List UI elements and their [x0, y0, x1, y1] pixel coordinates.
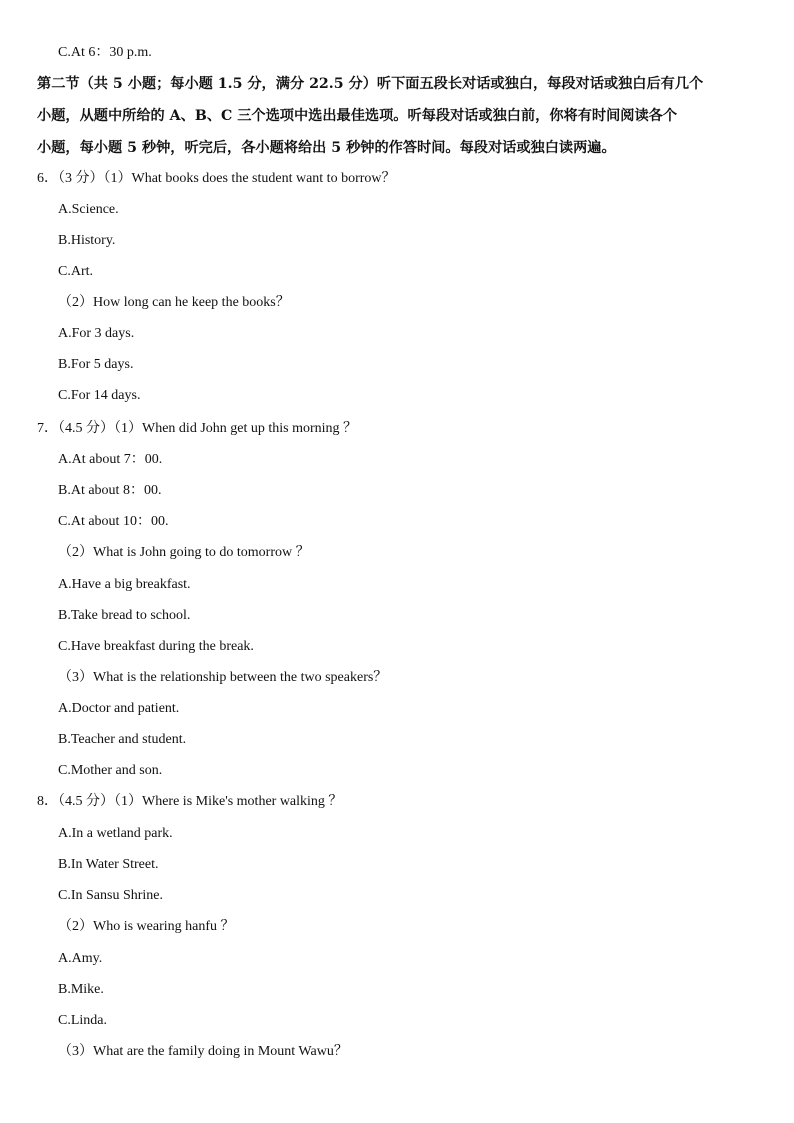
q8-2-option-a: A.Amy. [58, 951, 103, 966]
q6-1-option-a: A.Science. [58, 202, 119, 217]
q8-1-option-b: B.In Water Street. [58, 857, 159, 872]
q8-2-option-c: C.Linda. [58, 1013, 107, 1028]
question-6: 6．（3 分）（1）What books does the student want to borrow？ [37, 171, 396, 186]
q6-2-option-a: A.For 3 days. [58, 326, 135, 341]
question-6-2: （2）How long can he keep the books？ [58, 295, 290, 310]
question-7: 7．（4.5 分）（1）When did John get up this morning ？ [37, 421, 358, 436]
q8-1-option-c: C.In Sansu Shrine. [58, 888, 163, 903]
question-8-3: （3）What are the family doing in Mount Wawu？ [58, 1044, 348, 1059]
q7-2-option-a: A.Have a big breakfast. [58, 577, 191, 592]
q7-1-option-b: B.At about 8：00. [58, 483, 162, 498]
q6-2-option-c: C.For 14 days. [58, 388, 141, 403]
q7-1-option-a: A.At about 7：00. [58, 452, 163, 467]
q7-3-option-b: B.Teacher and student. [58, 732, 187, 747]
section-instructions-line-2: 小题，从题中所给的 A、B、C 三个选项中选出最佳选项。听每段对话或独白前，你将有时间阅读各个 [37, 108, 678, 124]
option-c-time: C.At 6：30 p.m. [58, 45, 152, 60]
q7-3-option-a: A.Doctor and patient. [58, 701, 180, 716]
q6-1-option-b: B.History. [58, 233, 116, 248]
question-7-3: （3）What is the relationship between the two speakers？ [58, 670, 388, 685]
q8-1-option-a: A.In a wetland park. [58, 826, 173, 841]
question-8-2: （2）Who is wearing hanfu ？ [58, 919, 235, 934]
q6-1-option-c: C.Art. [58, 264, 93, 279]
section-instructions-line-1: 第二节（共 5 小题；每小题 1.5 分，满分 22.5 分）听下面五段长对话或独白，每段对话或独白后有几个 [37, 76, 704, 92]
q6-2-option-b: B.For 5 days. [58, 357, 134, 372]
q8-2-option-b: B.Mike. [58, 982, 104, 997]
q7-2-option-c: C.Have breakfast during the break. [58, 639, 254, 654]
question-8: 8．（4.5 分）（1）Where is Mike's mother walking ？ [37, 794, 343, 809]
question-7-2: （2）What is John going to do tomorrow ？ [58, 545, 310, 560]
q7-3-option-c: C.Mother and son. [58, 763, 163, 778]
q7-2-option-b: B.Take bread to school. [58, 608, 191, 623]
q7-1-option-c: C.At about 10：00. [58, 514, 169, 529]
section-instructions-line-3: 小题，每小题 5 秒钟，听完后，各小题将给出 5 秒钟的作答时间。每段对话或独白读两遍。 [37, 140, 616, 156]
